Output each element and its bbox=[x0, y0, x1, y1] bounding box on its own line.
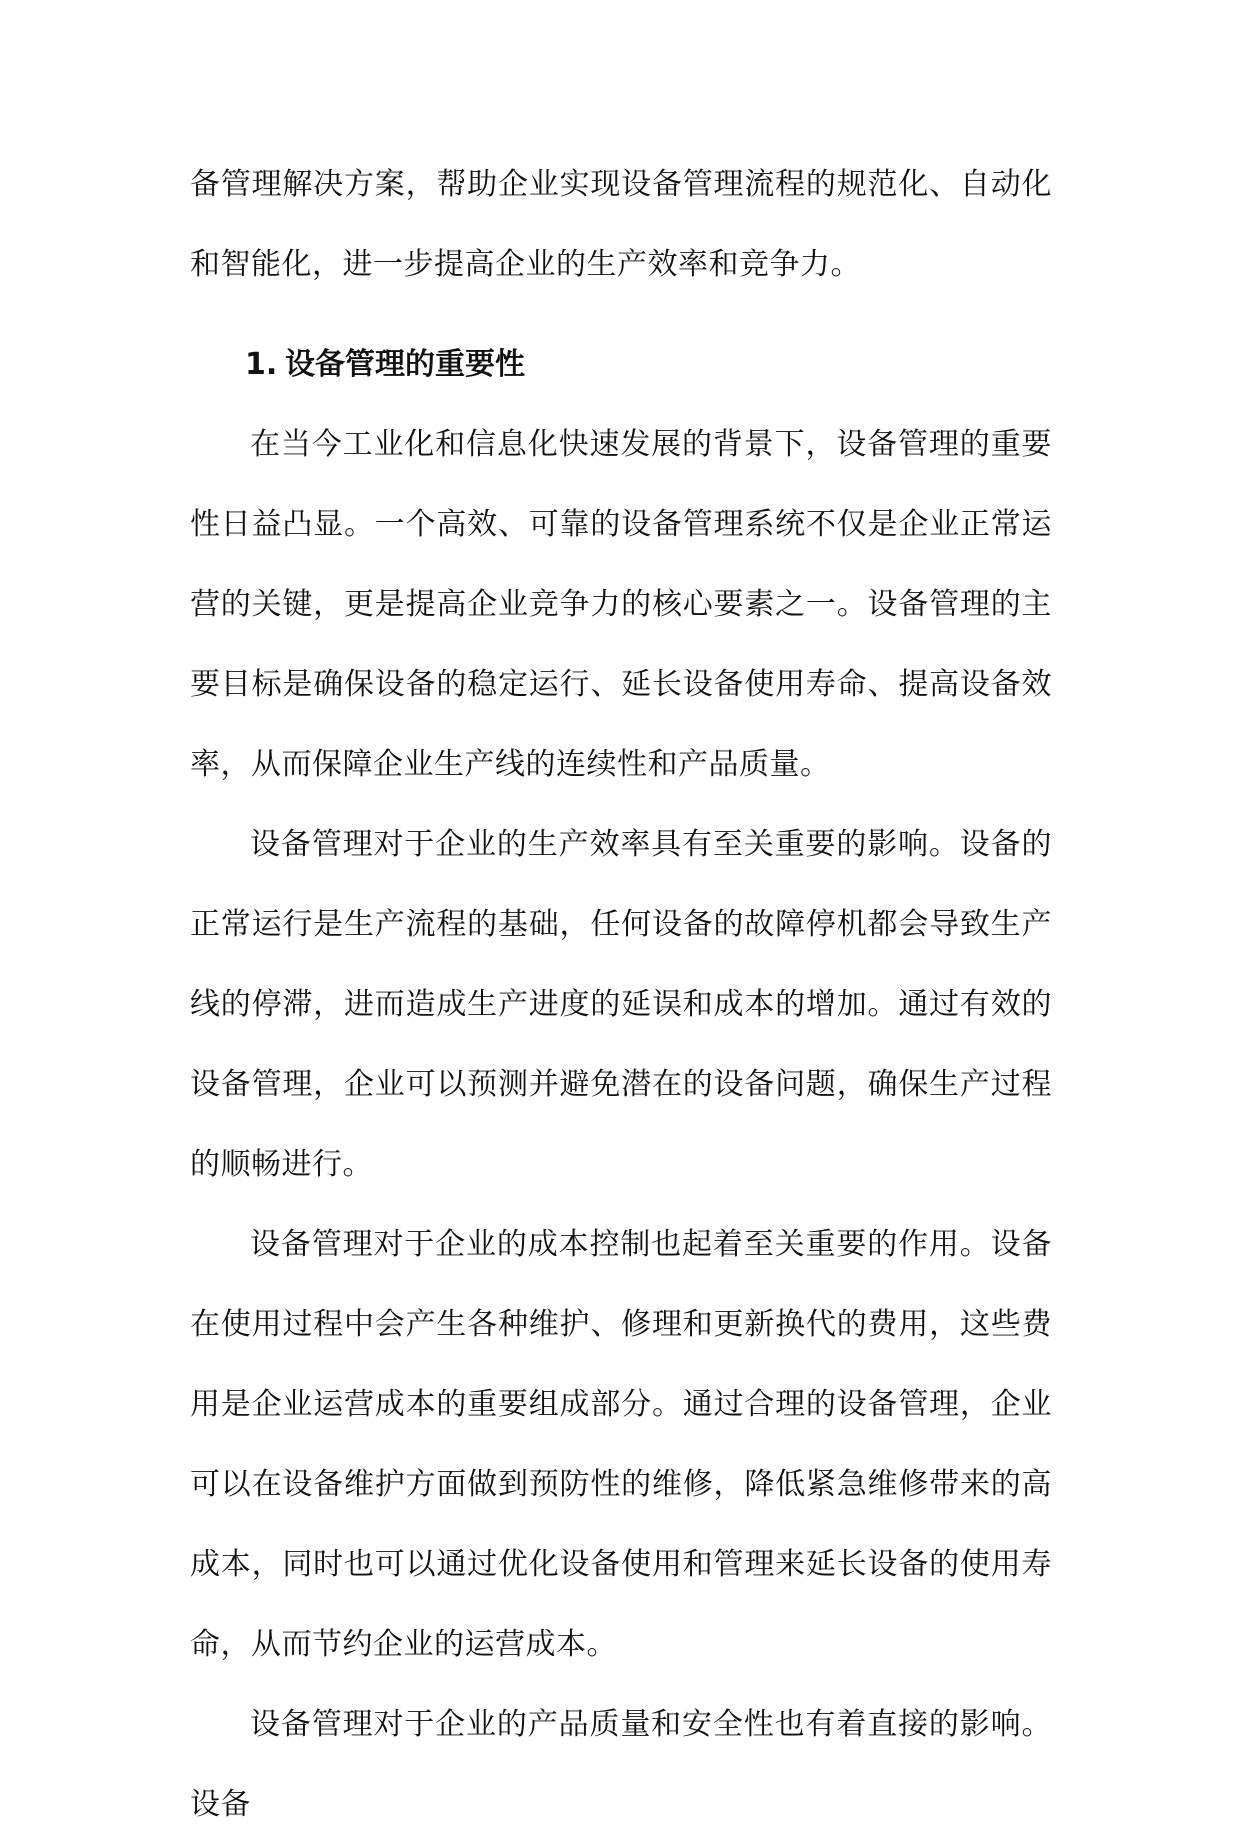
body-paragraph: 在当今工业化和信息化快速发展的背景下，设备管理的重要性日益凸显。一个高效、可靠的设备管理系统不仅是企业正常运营的关键，更是提高企业竞争力的核心要素之一。设备管理的主要目标是确保设备的稳定运行、延长设备使用寿命、提高设备效率，从而保障企业生产线的连续性和产品质量。 bbox=[190, 427, 1052, 782]
body-paragraph: 设备管理对于企业的产品质量和安全性也有着直接的影响。设备 bbox=[190, 1707, 1052, 1822]
section-number: 1. bbox=[245, 347, 278, 382]
section-heading bbox=[190, 325, 1052, 405]
intro-paragraph: 备管理解决方案，帮助企业实现设备管理流程的规范化、自动化和智能化，进一步提高企业的生产效率和竞争力。 bbox=[190, 167, 1052, 282]
document-body bbox=[190, 145, 1052, 1845]
body-paragraph: 设备管理对于企业的成本控制也起着至关重要的作用。设备在使用过程中会产生各种维护、修理和更新换代的费用，这些费用是企业运营成本的重要组成部分。通过合理的设备管理，企业可以在设备维护方面做到预防性的维修，降低紧急维修带来的高成本，同时也可以通过优化设备使用和管理来延长设备的使用寿命，从而节约企业的运营成本。 bbox=[190, 1227, 1052, 1662]
section-title: 设备管理的重要性 bbox=[285, 347, 525, 382]
body-paragraph: 设备管理对于企业的生产效率具有至关重要的影响。设备的正常运行是生产流程的基础，任何设备的故障停机都会导致生产线的停滞，进而造成生产进度的延误和成本的增加。通过有效的设备管理，企业可以预测并避免潜在的设备问题，确保生产过程的顺畅进行。 bbox=[190, 827, 1052, 1182]
